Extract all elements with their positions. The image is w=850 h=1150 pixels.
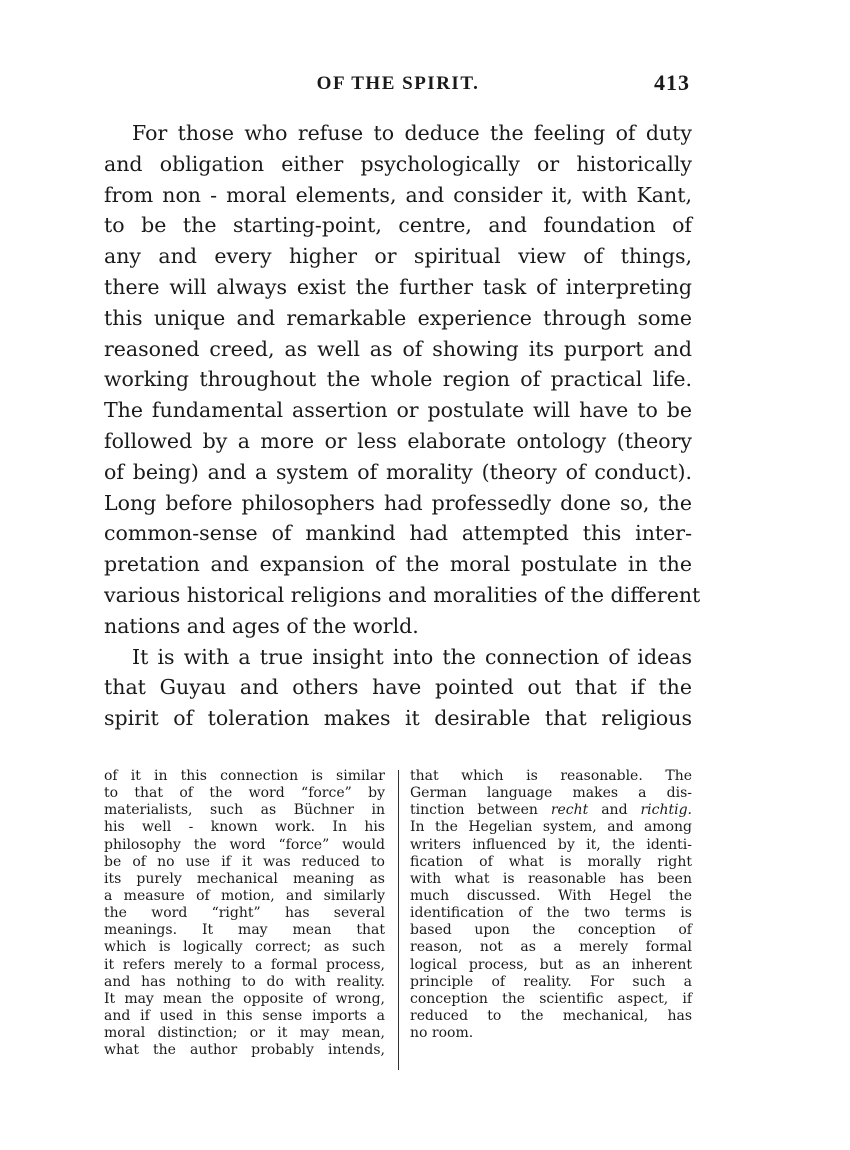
footnote-line: fication of what is morally right [410, 853, 692, 870]
footnote-column-right [410, 768, 692, 1042]
text-line: from non - moral elements, and consider it, with Kant, [104, 182, 692, 207]
text-line: For those who refuse to deduce the feeling of duty [132, 121, 692, 145]
text-line: to be the starting-point, centre, and foundation of [104, 213, 692, 238]
text-line: any and every higher or spiritual view of things, [104, 244, 692, 269]
text-line: and obligation either psychologically or historically [104, 151, 692, 176]
column-divider [398, 770, 399, 1070]
german-term-recht: recht [550, 802, 589, 819]
footnote-line: based upon the conception of [410, 922, 692, 939]
text-line: It is with a true insight into the connection of ideas [132, 644, 692, 669]
german-term-richtig: richtig. [640, 802, 692, 819]
footnote-line: It may mean the opposite of wrong, [104, 990, 385, 1007]
footnote-line [410, 802, 692, 819]
text-line: followed by a more or less elaborate ontology (theory [104, 428, 692, 453]
main-text [104, 118, 701, 734]
running-head [104, 70, 692, 98]
footnote-line: In the Hegelian system, and among [410, 819, 692, 836]
footnote-line: reduced to the mechanical, has [410, 1007, 692, 1024]
text-line: The fundamental assertion or postulate will have to be [104, 398, 692, 423]
footnote-line: logical process, but as an inherent [410, 956, 692, 973]
text-line: common-sense of mankind had attempted this inter- [104, 521, 692, 546]
footnote-line: that which is reasonable. The [410, 768, 692, 784]
text-line: working throughout the whole region of practical life. [104, 367, 692, 392]
footnote-text: and [588, 802, 641, 819]
text-line: reasoned creed, as well as of showing its purport and [104, 336, 692, 361]
footnote-line: materialists, such as Büchner in [104, 802, 385, 819]
footnote-line: and has nothing to do with reality. [104, 973, 385, 990]
footnote-line: identification of the two terms is [410, 905, 692, 922]
text-line: this unique and remarkable experience through some [104, 305, 692, 330]
footnotes [104, 768, 692, 1078]
text-line: nations and ages of the world. [104, 613, 419, 638]
footnote-line: it refers merely to a formal process, [104, 956, 385, 973]
footnote-line: no room. [410, 1025, 474, 1042]
footnote-line: German language makes a dis- [410, 785, 692, 802]
footnote-line: which is logically correct; as such [104, 939, 385, 956]
footnote-line: philosophy the word “force” would [104, 836, 385, 853]
footnote-line: to that of the word “force” by [104, 785, 385, 802]
footnote-line: and if used in this sense imports a [104, 1007, 385, 1024]
footnote-line: what the author probably intends, [104, 1042, 385, 1059]
footnote-line: the word “right” has several [104, 905, 385, 922]
footnote-line: moral distinction; or it may mean, [104, 1025, 385, 1042]
running-title: OF THE SPIRIT. [316, 73, 480, 94]
text-line: Long before philosophers had professedly done so, the [104, 490, 692, 515]
footnote-line: reason, not as a merely formal [410, 939, 692, 956]
footnote-line: writers influenced by it, the identi- [410, 836, 692, 853]
footnote-line: of it in this connection is similar [104, 768, 385, 784]
footnote-line: his well - known work. In his [104, 819, 385, 836]
footnote-column-left [104, 768, 385, 1059]
text-line: that Guyau and others have pointed out that if the [104, 675, 692, 700]
footnote-text: tinction between [410, 802, 551, 819]
text-line: there will always exist the further task of interpreting [104, 274, 692, 299]
page-number: 413 [654, 70, 690, 95]
footnote-line: with what is reasonable has been [410, 870, 692, 887]
text-line: of being) and a system of morality (theory of conduct). [104, 459, 692, 484]
footnote-line: conception the scientific aspect, if [410, 990, 692, 1007]
footnote-line: a measure of motion, and similarly [104, 887, 385, 904]
footnote-line: much discussed. With Hegel the [410, 887, 692, 904]
text-line: spirit of toleration makes it desirable that religious [104, 706, 692, 731]
footnote-line: its purely mechanical meaning as [104, 870, 385, 887]
text-line: various historical religions and moralities of the different [104, 582, 701, 607]
footnote-line: principle of reality. For such a [410, 973, 692, 990]
text-line: pretation and expansion of the moral postulate in the [104, 552, 692, 577]
footnote-line: meanings. It may mean that [104, 922, 385, 939]
footnote-line: be of no use if it was reduced to [104, 853, 385, 870]
